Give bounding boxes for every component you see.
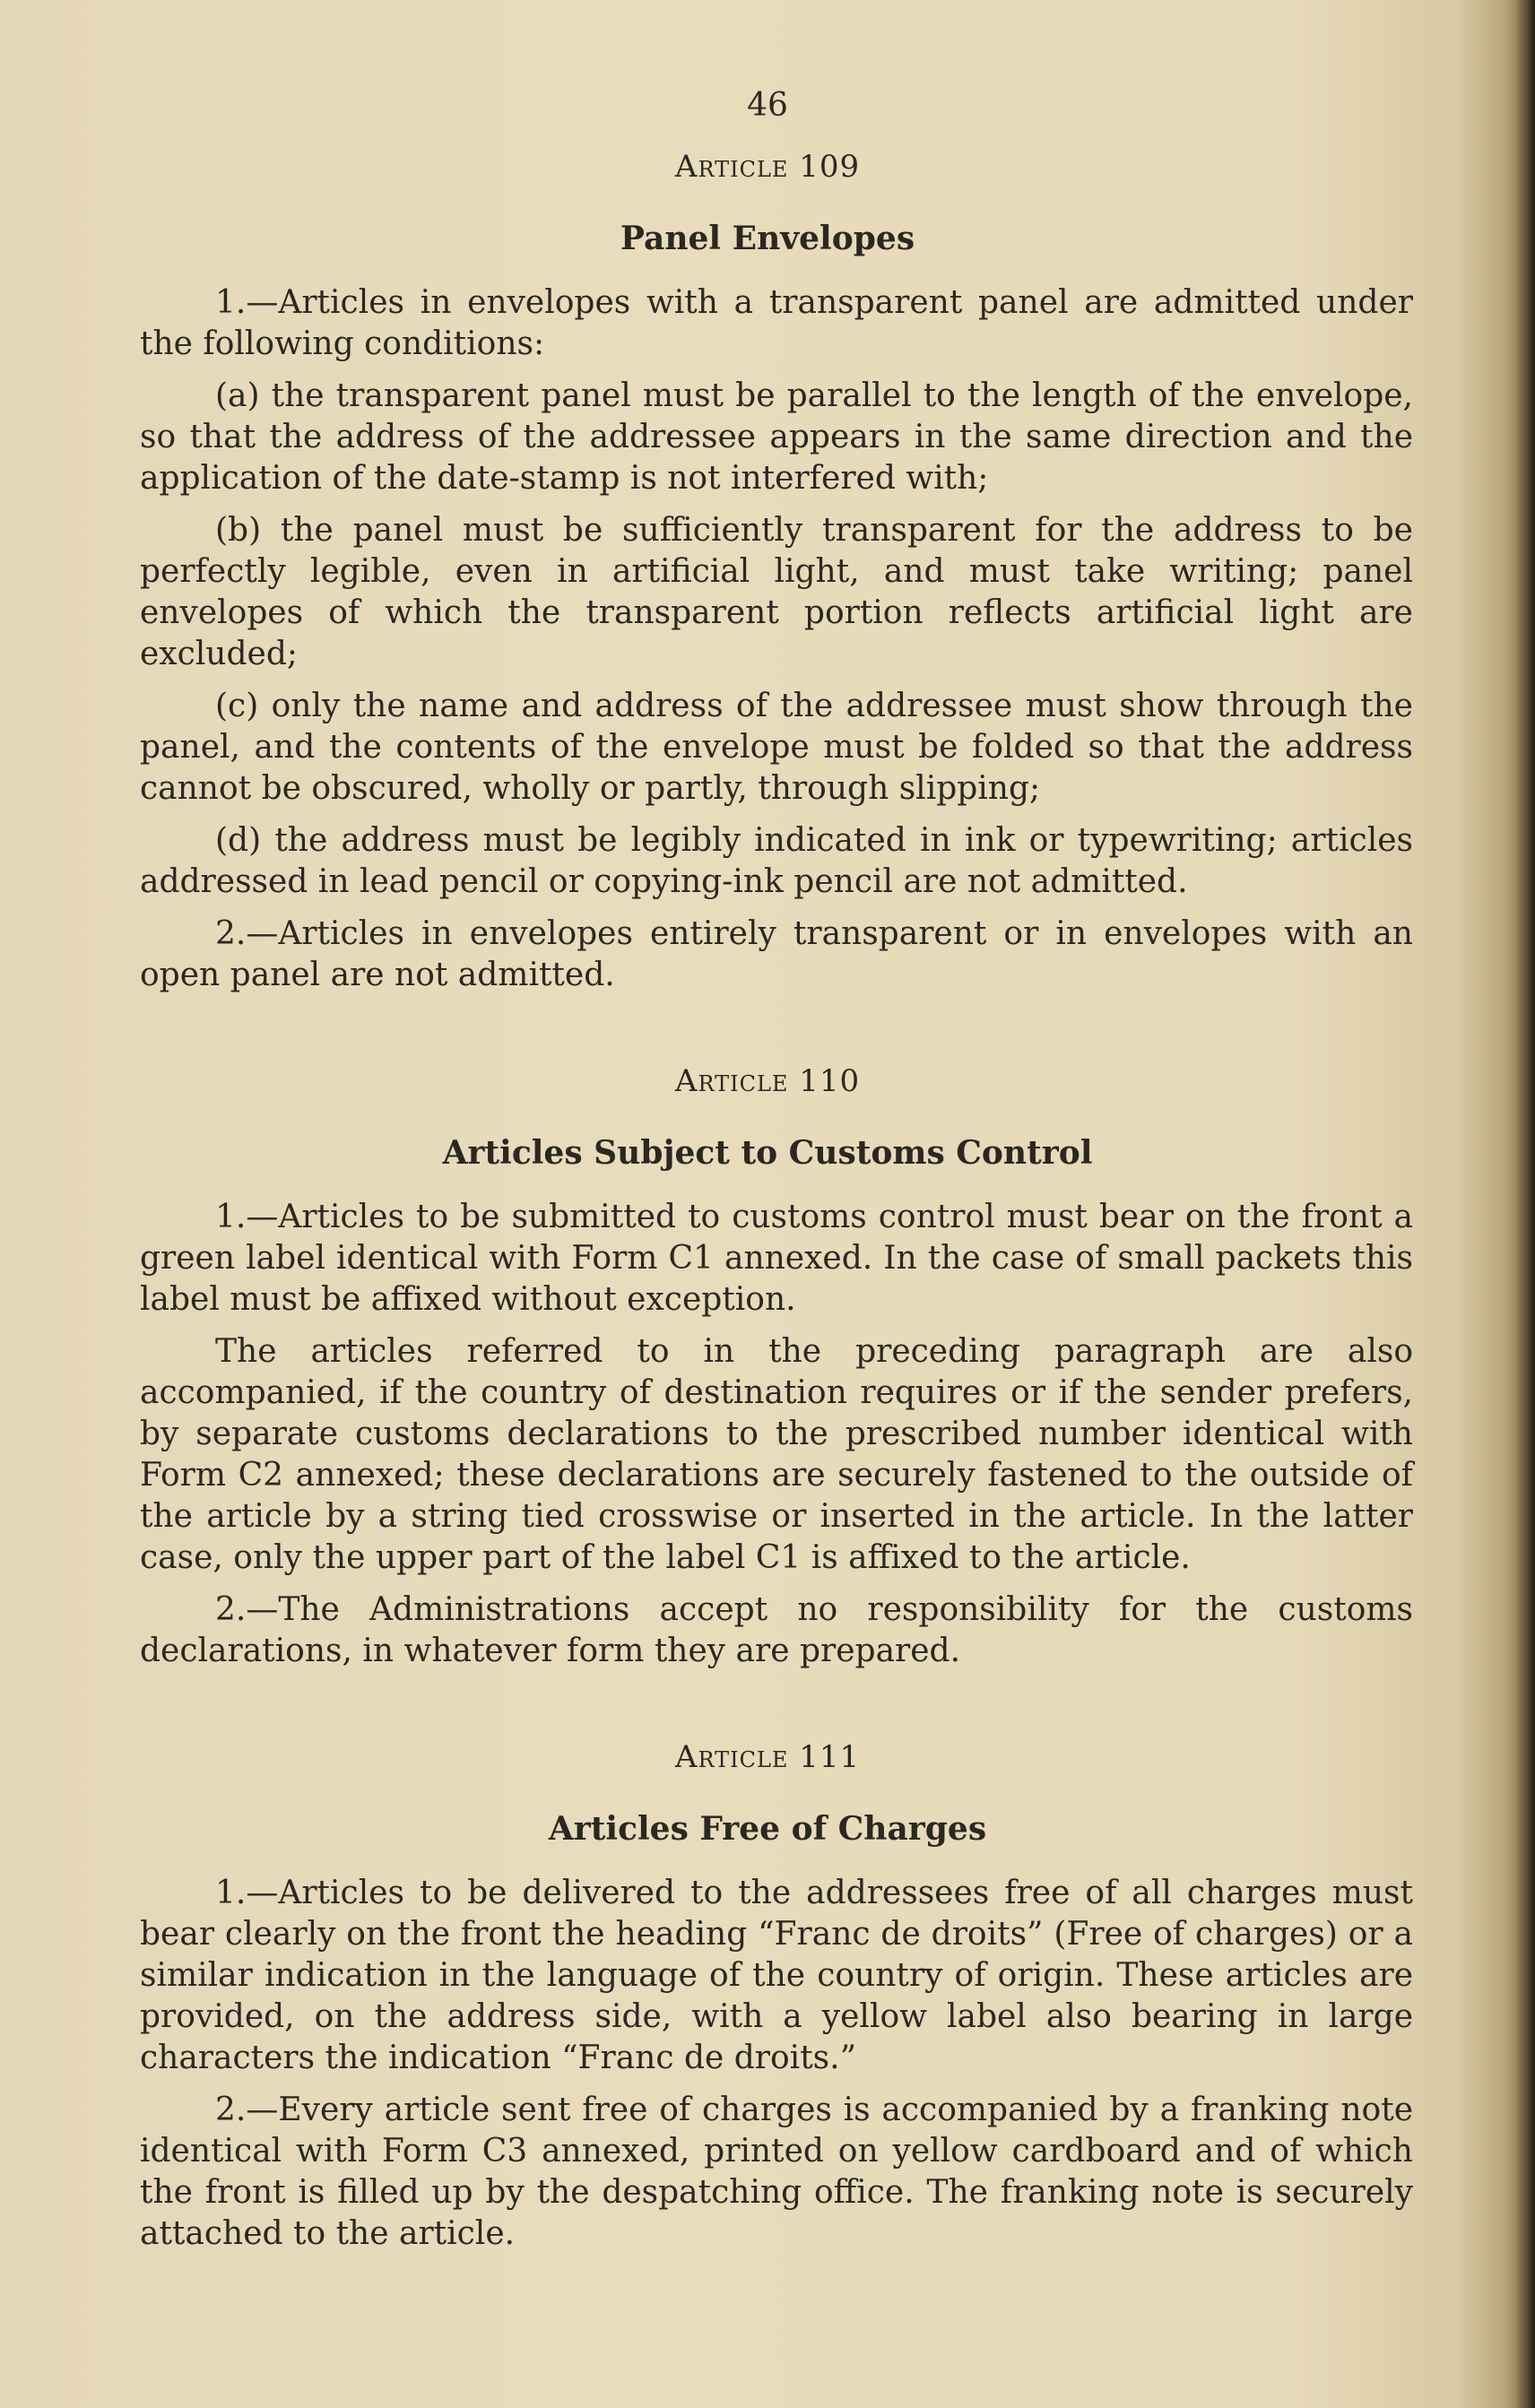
article-number: Article 109 (674, 149, 861, 185)
paragraph: (c) only the name and address of the addressee must show through the panel, and the contents of the envelope must be folded so that the address cannot be obscured, wholly or partly, through slipping; (140, 688, 1413, 807)
article-111 (140, 1737, 1431, 2255)
paragraph: 1.—Articles to be delivered to the addressees free of all charges must bear clearly on the front the heading “Franc de droits” (Free of charges) or a similar indication in the language of the country of origin. These articles are provided, on the address side, with a yellow label also bearing in large characters the indication “Franc de droits.” (140, 1875, 1413, 2076)
page-text (140, 85, 1431, 2319)
article-title: Articles Subject to Customs Control (442, 1134, 1093, 1172)
article-109 (140, 146, 1431, 996)
paragraph: 2.—Every article sent free of charges is accompanied by a franking note identical with Form C3 annexed, printed on yellow cardboard and of which the front is filled up by the despatching office. The franking note is securely attached to the article. (140, 2092, 1413, 2252)
article-number: Article 110 (674, 1063, 861, 1099)
article-title: Panel Envelopes (620, 220, 915, 257)
book-spine-shadow (1515, 0, 1535, 2408)
paragraph: (d) the address must be legibly indicated in ink or typewriting; articles addressed in lead pencil or copying-ink pencil are not admitted. (140, 822, 1413, 900)
paragraph: 1.—Articles to be submitted to customs control must bear on the front a green label identical with Form C1 annexed. In the case of small packets this label must be affixed without exception. (140, 1199, 1413, 1318)
paragraph: 1.—Articles in envelopes with a transparent panel are admitted under the following conditions: (140, 284, 1413, 362)
paragraph: (b) the panel must be sufficiently transparent for the address to be perfectly legible, even in artificial light, and must take writing; panel envelopes of which the transparent portion reflects artificial light are excluded; (140, 512, 1413, 672)
paragraph: (a) the transparent panel must be parallel to the length of the envelope, so that the address of the addressee appears in the same direction and the application of the date-stamp is not interfered with; (140, 377, 1413, 497)
paragraph: The articles referred to in the preceding paragraph are also accompanied, if the country of destination requires or if the sender prefers, by separate customs declarations to the prescribed number identical with Form C2 annexed; these declarations are securely fastened to the outside of the article by a string tied crosswise or inserted in the article. In the latter case, only the upper part of the label C1 is affixed to the article. (140, 1333, 1413, 1576)
page-number: 46 (747, 87, 788, 124)
article-110 (140, 1061, 1431, 1672)
paragraph: 2.—The Administrations accept no responsibility for the customs declarations, in whatever form they are prepared. (140, 1591, 1413, 1669)
paragraph: 2.—Articles in envelopes entirely transparent or in envelopes with an open panel are not admitted. (140, 915, 1413, 993)
article-title: Articles Free of Charges (548, 1810, 987, 1848)
article-number: Article 111 (674, 1739, 861, 1775)
